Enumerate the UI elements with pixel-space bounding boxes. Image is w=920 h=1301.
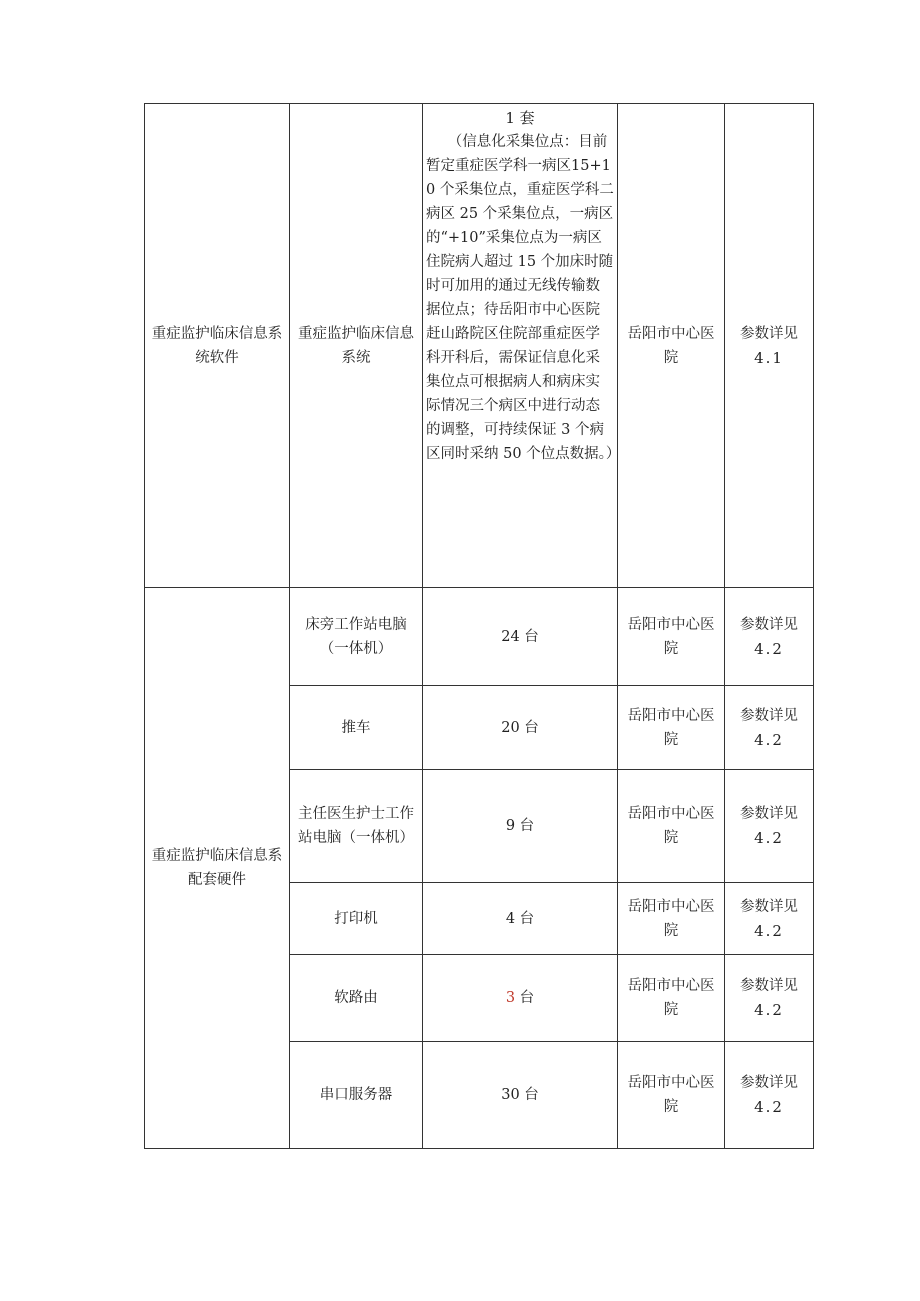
quantity-unit: 台: [519, 1087, 539, 1103]
reference-cell: [725, 588, 814, 686]
reference-label: 参数详见: [740, 707, 798, 724]
quantity-unit: 台: [515, 818, 535, 834]
unit-cell: [618, 588, 725, 686]
unit-name: 岳阳市中心医院: [627, 325, 715, 366]
reference-cell: [725, 104, 814, 588]
unit-cell: [618, 1042, 725, 1149]
item-name-cell: [290, 883, 423, 955]
unit-name: 岳阳市中心医院: [627, 978, 715, 1018]
unit-name: 岳阳市中心医院: [627, 707, 715, 748]
reference-label: 参数详见: [740, 616, 798, 633]
reference-number: 4.1: [754, 348, 784, 367]
reference-label: 参数详见: [740, 898, 798, 915]
item-name-cell: [290, 588, 423, 686]
item-name-cell: [290, 104, 423, 588]
reference-number: 4.2: [754, 1098, 784, 1116]
item-name: 打印机: [334, 910, 378, 927]
category-label: 重症监护临床信息系配套硬件: [151, 848, 283, 888]
unit-cell: [618, 883, 725, 955]
quantity-description-cell: [423, 104, 621, 588]
procurement-spec-table: [144, 103, 814, 1149]
deployment-note: （信息化采集位点：目前暂定重症医学科一病区15+10 个采集位点，重症医学科二病区 25 个采集位点，一病区的“+10”采集位点为一病区住院病人超过 15 个加床时随时可加用的通过无线传输数据位点；待岳阳市中心医院赶山路院区住院部重症医学科开科后，需保证信息化采集位点可根据病人和病床实际情况三个病区中进行动态的调整，可持续保证 3 个病区同时采纳 50 个位点数据。）: [426, 134, 621, 462]
quantity-value: 1 套: [505, 109, 535, 127]
category-label: 重症监护临床信息系统软件: [151, 325, 283, 366]
item-name: 软路由: [334, 990, 378, 1006]
unit-name: 岳阳市中心医院: [627, 1075, 715, 1115]
quantity-unit: 台: [519, 628, 539, 645]
quantity-cell: [423, 883, 618, 955]
quantity-cell: [423, 1042, 618, 1149]
reference-cell: [725, 883, 814, 955]
quantity-number-highlighted: 3: [505, 990, 516, 1006]
category-cell: [145, 104, 290, 588]
quantity-number: 20: [501, 719, 520, 736]
reference-label: 参数详见: [740, 1075, 798, 1091]
reference-number: 4.2: [754, 639, 784, 658]
reference-label: 参数详见: [740, 325, 798, 342]
quantity-unit: 台: [519, 719, 539, 736]
table-row-hardware-1: [145, 588, 814, 686]
quantity-number: 30: [501, 1087, 520, 1103]
unit-name: 岳阳市中心医院: [627, 616, 715, 657]
category-cell: [145, 588, 290, 1149]
item-name-cell: [290, 955, 423, 1042]
quantity-cell: [423, 955, 618, 1042]
item-name: 主任医生护士工作站电脑（一体机）: [298, 806, 414, 846]
reference-cell: [725, 686, 814, 770]
quantity-unit: 台: [515, 910, 535, 927]
reference-label: 参数详见: [740, 806, 798, 822]
quantity-unit: 台: [515, 990, 535, 1006]
reference-label: 参数详见: [740, 978, 798, 994]
unit-cell: [618, 770, 725, 883]
quantity-number: 9: [505, 818, 516, 834]
quantity-number: 24: [501, 628, 520, 645]
reference-cell: [725, 955, 814, 1042]
quantity-cell: [423, 588, 618, 686]
item-name-cell: [290, 1042, 423, 1149]
reference-number: 4.2: [754, 829, 784, 847]
item-name-cell: [290, 770, 423, 883]
unit-cell: [618, 686, 725, 770]
unit-name: 岳阳市中心医院: [627, 806, 715, 846]
item-name: 重症监护临床信息系统: [298, 325, 414, 366]
reference-number: 4.2: [754, 730, 784, 749]
reference-number: 4.2: [754, 921, 784, 940]
item-name-cell: [290, 686, 423, 770]
item-name: 床旁工作站电脑（一体机）: [305, 616, 407, 657]
unit-cell: [618, 104, 725, 588]
unit-name: 岳阳市中心医院: [627, 898, 715, 939]
item-name: 推车: [341, 719, 371, 736]
unit-cell: [618, 955, 725, 1042]
quantity-cell: [423, 686, 618, 770]
quantity-number: 4: [505, 910, 516, 927]
table-row-software: [145, 104, 814, 588]
reference-number: 4.2: [754, 1001, 784, 1019]
reference-cell: [725, 1042, 814, 1149]
item-name: 串口服务器: [319, 1087, 393, 1103]
reference-cell: [725, 770, 814, 883]
quantity-cell: [423, 770, 618, 883]
